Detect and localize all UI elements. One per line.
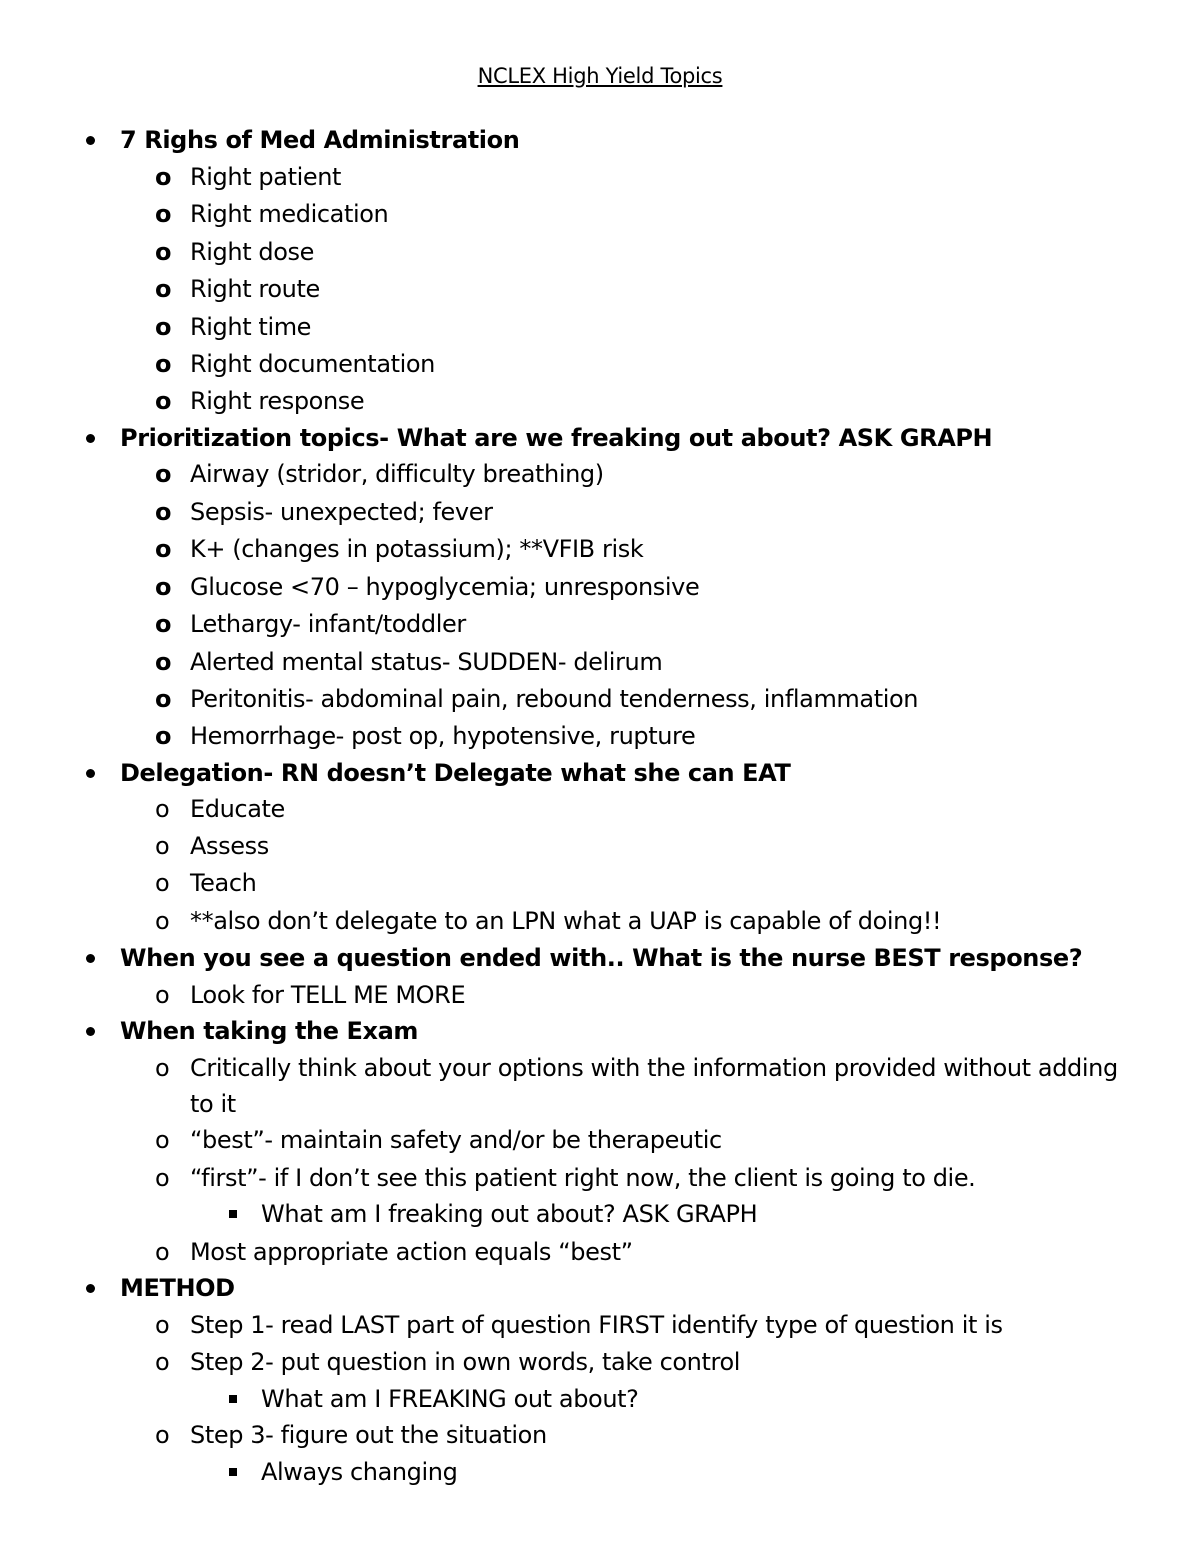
square-bullet-icon — [229, 1395, 237, 1403]
list-item: Airway (stridor, difficulty breathing) — [190, 460, 604, 488]
circle-bullet-icon: o — [155, 460, 172, 488]
circle-bullet-icon: o — [155, 795, 170, 823]
circle-bullet-icon: o — [155, 907, 170, 935]
circle-bullet-icon: o — [155, 981, 170, 1009]
circle-bullet-icon: o — [155, 1421, 170, 1449]
section-heading: 7 Righs of Med Administration — [120, 126, 520, 154]
square-bullet-icon — [229, 1210, 237, 1218]
circle-bullet-icon: o — [155, 200, 172, 228]
circle-bullet-icon: o — [155, 1126, 170, 1154]
list-item: “best”- maintain safety and/or be therapeutic — [190, 1126, 722, 1154]
bullet-icon — [86, 136, 95, 145]
circle-bullet-icon: o — [155, 387, 172, 415]
circle-bullet-icon: o — [155, 869, 170, 897]
list-item: Alerted mental status- SUDDEN- delirum — [190, 648, 663, 676]
section-heading: When you see a question ended with.. What is the nurse BEST response? — [120, 944, 1083, 972]
sub-list-item: Always changing — [261, 1458, 458, 1486]
list-item: Right response — [190, 387, 365, 415]
list-item: Step 2- put question in own words, take control — [190, 1348, 740, 1376]
list-item: Right medication — [190, 200, 389, 228]
circle-bullet-icon: o — [155, 350, 172, 378]
circle-bullet-icon: o — [155, 313, 172, 341]
bullet-icon — [86, 769, 95, 778]
circle-bullet-icon: o — [155, 722, 172, 750]
square-bullet-icon — [229, 1468, 237, 1476]
list-item: Right time — [190, 313, 312, 341]
list-item: Look for TELL ME MORE — [190, 981, 466, 1009]
list-item: Critically think about your options with the information provided without adding — [190, 1054, 1118, 1082]
circle-bullet-icon: o — [155, 573, 172, 601]
sub-list-item: What am I freaking out about? ASK GRAPH — [261, 1200, 758, 1228]
list-item: Lethargy- infant/toddler — [190, 610, 466, 638]
list-item: Most appropriate action equals “best” — [190, 1238, 633, 1266]
document-title: NCLEX High Yield Topics — [477, 64, 723, 88]
list-item: Step 1- read LAST part of question FIRST identify type of question it is — [190, 1311, 1003, 1339]
sub-list-item: What am I FREAKING out about? — [261, 1385, 639, 1413]
circle-bullet-icon: o — [155, 238, 172, 266]
list-item: Peritonitis- abdominal pain, rebound tenderness, inflammation — [190, 685, 919, 713]
circle-bullet-icon: o — [155, 648, 172, 676]
list-item: **also don’t delegate to an LPN what a UAP is capable of doing!! — [190, 907, 942, 935]
bullet-icon — [86, 1027, 95, 1036]
list-item-continuation: to it — [190, 1090, 236, 1118]
list-item: Right documentation — [190, 350, 435, 378]
circle-bullet-icon: o — [155, 1238, 170, 1266]
circle-bullet-icon: o — [155, 1348, 170, 1376]
section-heading: When taking the Exam — [120, 1017, 419, 1045]
section-heading: METHOD — [120, 1274, 235, 1302]
circle-bullet-icon: o — [155, 498, 172, 526]
list-item: Right dose — [190, 238, 315, 266]
bullet-icon — [86, 1284, 95, 1293]
circle-bullet-icon: o — [155, 163, 172, 191]
circle-bullet-icon: o — [155, 685, 172, 713]
circle-bullet-icon: o — [155, 1311, 170, 1339]
list-item: Glucose <70 – hypoglycemia; unresponsive — [190, 573, 700, 601]
circle-bullet-icon: o — [155, 535, 172, 563]
list-item: Teach — [190, 869, 257, 897]
list-item: “first”- if I don’t see this patient right now, the client is going to die. — [190, 1164, 976, 1192]
list-item: K+ (changes in potassium); **VFIB risk — [190, 535, 644, 563]
circle-bullet-icon: o — [155, 610, 172, 638]
circle-bullet-icon: o — [155, 832, 170, 860]
circle-bullet-icon: o — [155, 1054, 170, 1082]
bullet-icon — [86, 954, 95, 963]
circle-bullet-icon: o — [155, 275, 172, 303]
bullet-icon — [86, 434, 95, 443]
list-item: Step 3- figure out the situation — [190, 1421, 547, 1449]
list-item: Hemorrhage- post op, hypotensive, rupture — [190, 722, 696, 750]
section-heading: Prioritization topics- What are we freaking out about? ASK GRAPH — [120, 424, 993, 452]
circle-bullet-icon: o — [155, 1164, 170, 1192]
list-item: Assess — [190, 832, 269, 860]
section-heading: Delegation- RN doesn’t Delegate what she can EAT — [120, 759, 791, 787]
list-item: Right patient — [190, 163, 342, 191]
list-item: Educate — [190, 795, 285, 823]
list-item: Right route — [190, 275, 320, 303]
list-item: Sepsis- unexpected; fever — [190, 498, 493, 526]
